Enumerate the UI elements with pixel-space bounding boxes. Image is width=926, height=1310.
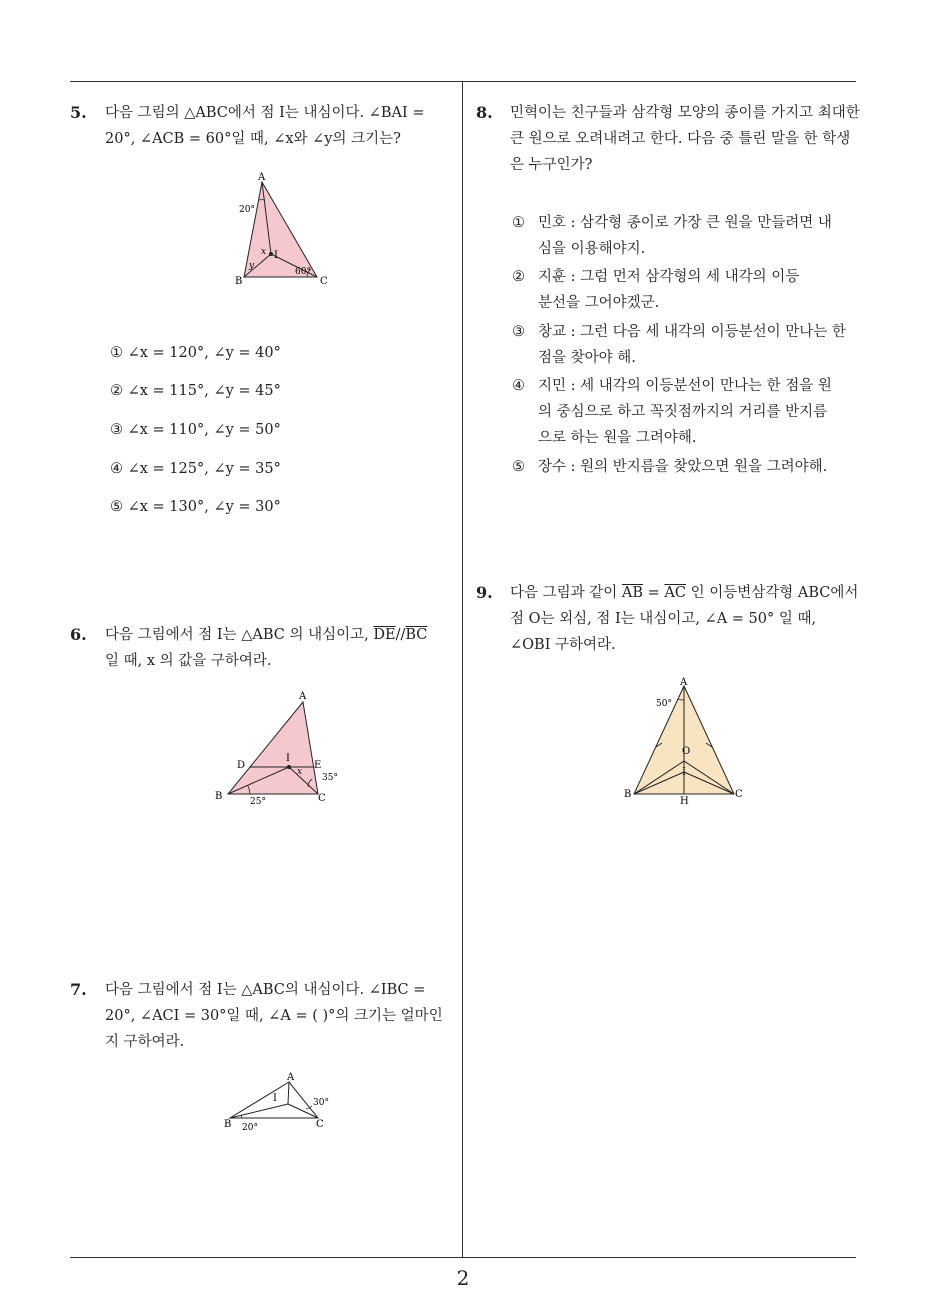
question-number: 5. <box>70 103 87 122</box>
choice-5[interactable]: ⑤ ∠x = 130°, ∠y = 30° <box>110 499 281 515</box>
option-mark: ⑤ <box>512 459 525 475</box>
label-y: y <box>249 261 255 271</box>
label-60deg: 60° <box>295 267 311 277</box>
label-30deg: 30° <box>313 1098 329 1108</box>
label-a: A <box>258 172 266 183</box>
label-50deg: 50° <box>656 699 672 709</box>
q6-text-part1: 다음 그림에서 점 I는 △ABC 의 내심이고, <box>105 627 374 643</box>
choice-2[interactable]: ② ∠x = 115°, ∠y = 45° <box>110 383 281 399</box>
choice-3[interactable]: ③ ∠x = 110°, ∠y = 50° <box>110 422 281 438</box>
option-text: 창교 : 그런 다음 세 내각의 이등분선이 만나는 한 점을 찾아야 해. <box>538 324 846 366</box>
label-c: C <box>735 789 743 800</box>
label-d: D <box>237 760 246 771</box>
option-mark: ② <box>512 269 525 285</box>
question-text: 다음 그림에서 점 I는 △ABC의 내심이다. ∠IBC = 20°, ∠ACI = 30°일 때, ∠A = ( )°의 크기는 얼마인지 구하여라. <box>105 982 443 1050</box>
top-rule <box>70 81 856 82</box>
label-25deg: 25° <box>250 797 266 807</box>
q9-text-part1: 다음 그림과 같이 <box>510 585 622 601</box>
label-b: B <box>624 789 632 800</box>
option-mark: ③ <box>512 324 525 340</box>
question-number: 9. <box>476 583 493 602</box>
label-c: C <box>318 793 326 804</box>
figure-q5-triangle <box>225 170 345 290</box>
question-text: 다음 그림의 △ABC에서 점 I는 내심이다. ∠BAI = 20°, ∠ACB = 60°일 때, ∠x와 ∠y의 크기는? <box>105 105 425 147</box>
label-x: x <box>297 767 303 777</box>
label-h: H <box>680 796 689 806</box>
question-text <box>105 622 455 674</box>
segment-bc: $\overline{BC}$ <box>405 627 428 643</box>
figure-q9-isosceles-triangle <box>620 676 750 806</box>
column-divider <box>462 81 463 1258</box>
segment-ac: $\overline{AC}$ <box>664 585 686 601</box>
equals-sign: = <box>643 585 665 601</box>
option-text: 지훈 : 그럼 먼저 삼각형의 세 내각의 이등분선을 그어야겠군. <box>538 269 800 311</box>
q6-text-part2: 일 때, x 의 값을 구하여라. <box>105 653 272 669</box>
label-c: C <box>320 276 328 287</box>
choice-1[interactable]: ① ∠x = 120°, ∠y = 40° <box>110 345 281 361</box>
label-a: A <box>680 677 688 688</box>
label-35deg: 35° <box>322 773 338 783</box>
option-mark: ① <box>512 215 525 231</box>
question-number: 7. <box>70 980 87 999</box>
question-number: 8. <box>476 103 493 122</box>
bottom-rule <box>70 1257 856 1258</box>
label-e: E <box>314 760 322 771</box>
question-text: 민혁이는 친구들과 삼각형 모양의 종이를 가지고 최대한 큰 원으로 오려내려고 한다. 다음 중 틀린 말을 한 학생은 누구인가? <box>510 105 860 173</box>
option-text: 민호 : 삼각형 종이로 가장 큰 원을 만들려면 내심을 이용해야지. <box>538 215 832 257</box>
segment-ab: $\overline{AB}$ <box>621 585 644 601</box>
figure-q6-triangle <box>210 688 350 808</box>
label-o: O <box>682 746 691 757</box>
label-20deg: 20° <box>242 1123 258 1132</box>
label-i: I <box>273 1093 277 1104</box>
label-x: x <box>261 247 267 257</box>
label-a: A <box>299 691 307 702</box>
segment-de: $\overline{DE}$ <box>373 627 396 643</box>
label-b: B <box>235 276 243 287</box>
label-b: B <box>215 791 223 802</box>
question-text <box>510 580 860 658</box>
option-text: 장수 : 원의 반지름을 찾았으면 원을 그려야해. <box>538 459 828 475</box>
label-a: A <box>287 1072 295 1083</box>
parallel-sign: // <box>395 627 406 643</box>
label-i: I <box>286 753 290 764</box>
option-text: 지민 : 세 내각의 이등분선이 만나는 한 점을 원의 중심으로 하고 꼭짓점까지의 거리를 반지름으로 하는 원을 그려야해. <box>538 378 832 446</box>
label-i: I <box>274 250 278 261</box>
choice-4[interactable]: ④ ∠x = 125°, ∠y = 35° <box>110 461 281 477</box>
label-20deg: 20° <box>239 205 255 215</box>
option-mark: ④ <box>512 378 525 394</box>
figure-q7-triangle <box>220 1070 340 1132</box>
page-number: 2 <box>456 1266 470 1290</box>
label-i: I <box>682 767 686 778</box>
q9-text-part2: 인 이등변삼각형 ABC에서 점 O는 외심, 점 I는 내심이고, ∠A = 50° 일 때, ∠OBI 구하여라. <box>510 585 859 653</box>
question-number: 6. <box>70 625 87 644</box>
label-b: B <box>224 1119 232 1130</box>
label-c: C <box>316 1119 324 1130</box>
